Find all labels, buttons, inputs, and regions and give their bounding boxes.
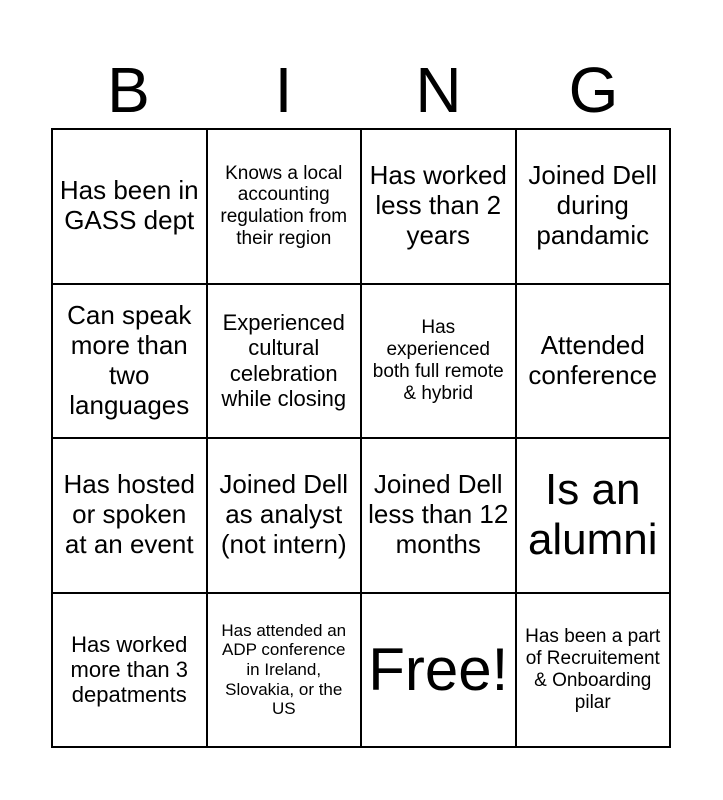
bingo-cell[interactable] bbox=[362, 439, 517, 594]
cell-text: Can speak more than two languages bbox=[67, 299, 192, 420]
cell-text: Has hosted or spoken at an event bbox=[63, 469, 196, 560]
cell-text: Has worked less than 2 years bbox=[369, 160, 507, 251]
title-letter-b: B bbox=[107, 54, 150, 126]
title-letter-g: G bbox=[568, 54, 619, 126]
bingo-cell[interactable] bbox=[53, 594, 208, 749]
title-letter-i: I bbox=[274, 54, 293, 126]
free-cell[interactable] bbox=[362, 594, 517, 749]
cell-text: Has worked more than 3 depatments bbox=[70, 631, 188, 708]
cell-text: Experienced cultural celebration while closing bbox=[221, 310, 347, 412]
cell-text: Joined Dell less than 12 months bbox=[368, 469, 509, 560]
bingo-board bbox=[51, 128, 671, 748]
bingo-title bbox=[51, 52, 671, 128]
bingo-cell[interactable] bbox=[53, 285, 208, 440]
cell-text: Has been a part of Recruitement & Onboarding pilar bbox=[525, 626, 661, 713]
bingo-cell[interactable] bbox=[208, 594, 363, 749]
free-cell-text: Free! bbox=[368, 636, 509, 704]
bingo-cell[interactable] bbox=[362, 130, 517, 285]
bingo-cell[interactable] bbox=[517, 285, 672, 440]
bingo-cell[interactable] bbox=[517, 594, 672, 749]
cell-text: Joined Dell during pandamic bbox=[528, 160, 658, 251]
bingo-cell[interactable] bbox=[53, 439, 208, 594]
bingo-cell[interactable] bbox=[517, 130, 672, 285]
cell-text: Is an alumni bbox=[527, 464, 658, 565]
cell-text: Attended conference bbox=[528, 329, 658, 390]
cell-text: Knows a local accounting regulation from their region bbox=[220, 162, 348, 250]
bingo-cell[interactable] bbox=[208, 439, 363, 594]
cell-text: Has experienced both full remote & hybrid bbox=[372, 317, 504, 404]
cell-text: Has been in GASS dept bbox=[59, 175, 199, 236]
bingo-cell[interactable] bbox=[517, 439, 672, 594]
cell-text: Joined Dell as analyst (not intern) bbox=[219, 469, 349, 560]
bingo-cell[interactable] bbox=[208, 285, 363, 440]
bingo-cell[interactable] bbox=[53, 130, 208, 285]
bingo-cell[interactable] bbox=[208, 130, 363, 285]
title-letter-n: N bbox=[415, 54, 462, 126]
bingo-cell[interactable] bbox=[362, 285, 517, 440]
cell-text: Has attended an ADP conference in Ireland, Slovakia, or the US bbox=[221, 620, 347, 719]
